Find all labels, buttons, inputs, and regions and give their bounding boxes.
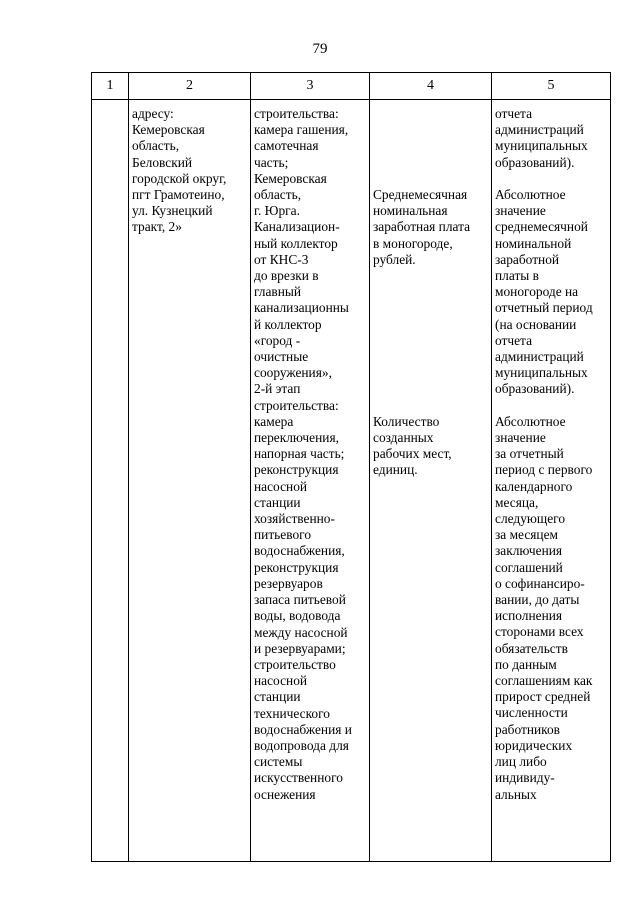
text-line: по данным xyxy=(495,656,557,672)
text-line: Среднемесячная xyxy=(373,186,468,202)
text-line: за месяцем xyxy=(495,527,559,543)
text-line: «город - xyxy=(254,332,301,348)
text-line: заработная плата xyxy=(373,219,471,235)
header-cell-4: 4 xyxy=(370,73,492,100)
text-line: насосной xyxy=(254,478,308,494)
text-line: Канализацион- xyxy=(254,219,340,235)
text-line: Количество xyxy=(373,413,440,429)
cell-col4 xyxy=(370,100,492,862)
text-line: переключения, xyxy=(254,430,339,446)
text-line: период с первого xyxy=(495,462,593,478)
text-line: системы xyxy=(254,754,303,770)
text-line: и резервуарами; xyxy=(254,640,346,656)
text-line: образований). xyxy=(495,154,575,170)
cell-col3 xyxy=(251,100,370,862)
text-line: лиц либо xyxy=(495,754,547,770)
text-line: до врезки в xyxy=(254,268,319,284)
text-line: резервуаров xyxy=(254,575,323,591)
text-line: водоснабжения и xyxy=(254,721,352,737)
text-line: напорная часть; xyxy=(254,446,345,462)
text-line: Абсолютное xyxy=(495,187,566,202)
text-line: хозяйственно- xyxy=(254,511,335,527)
text-line: календарного xyxy=(495,478,573,494)
text-line: вании, до даты xyxy=(495,592,580,608)
text-line: искусственного xyxy=(254,770,343,786)
text-line: й коллектор xyxy=(254,316,322,332)
table-row xyxy=(92,100,611,862)
text-line: очистные xyxy=(254,349,309,365)
text-line: платы в xyxy=(495,268,539,284)
text-line: самотечная xyxy=(254,138,319,154)
text-line: за отчетный xyxy=(495,446,564,462)
col5-text-1 xyxy=(495,106,607,171)
document-table xyxy=(91,72,611,862)
text-line: воды, водовода xyxy=(254,608,341,624)
text-line: реконструкция xyxy=(254,559,339,575)
text-line: Беловский xyxy=(132,154,193,170)
header-cell-2: 2 xyxy=(129,73,251,100)
text-line: отчета xyxy=(495,332,533,348)
text-line: месяца, xyxy=(495,494,539,510)
text-line: значение xyxy=(495,203,546,219)
text-line: численности xyxy=(495,705,568,721)
text-line: реконструкция xyxy=(254,462,339,478)
text-line: о софинансиро- xyxy=(495,575,585,591)
text-line: созданных xyxy=(373,429,434,445)
text-line: строительства: xyxy=(254,106,339,121)
text-line: администраций xyxy=(495,122,584,138)
text-line: станции xyxy=(254,689,301,705)
header-cell-5: 5 xyxy=(492,73,611,100)
text-line: область, xyxy=(132,138,180,154)
text-line: среднемесячной xyxy=(495,219,588,235)
text-line: запаса питьевой xyxy=(254,592,346,608)
col5-text-3 xyxy=(495,414,607,803)
text-line: питьевого xyxy=(254,527,312,543)
text-line: отчетный период xyxy=(495,300,593,316)
cell-col1 xyxy=(92,100,129,862)
text-line: рублей. xyxy=(373,251,416,267)
text-line: Абсолютное xyxy=(495,413,566,429)
text-line: между насосной xyxy=(254,624,348,640)
text-line: единиц. xyxy=(373,462,418,478)
text-line: моногороде на xyxy=(495,284,579,300)
text-line: часть; xyxy=(254,154,289,170)
col4-indicator-jobs xyxy=(373,414,488,479)
text-line: оснежения xyxy=(254,786,316,802)
text-line: 2-й этап xyxy=(254,381,301,397)
text-line: камера гашения, xyxy=(254,122,349,138)
col3-text xyxy=(254,106,366,803)
text-line: насосной xyxy=(254,673,308,689)
text-line: исполнения xyxy=(495,608,563,624)
text-line: г. Юрга. xyxy=(254,203,300,219)
table-header-row xyxy=(92,73,611,100)
text-line: (на основании xyxy=(495,316,577,332)
text-line: главный xyxy=(254,284,302,300)
text-line: муниципальных xyxy=(495,138,588,154)
text-line: сооружения», xyxy=(254,365,332,381)
text-line: тракт, 2» xyxy=(132,219,182,235)
cell-col2 xyxy=(129,100,251,862)
text-line: юридических xyxy=(495,737,573,753)
text-line: Кемеровская xyxy=(132,122,205,138)
text-line: муниципальных xyxy=(495,365,588,381)
header-cell-3: 3 xyxy=(251,73,370,100)
text-line: водоснабжения, xyxy=(254,543,345,559)
text-line: строительство xyxy=(254,656,336,672)
text-line: строительства: xyxy=(254,397,339,413)
text-line: отчета xyxy=(495,106,533,121)
text-line: область, xyxy=(254,187,302,203)
text-line: ный коллектор xyxy=(254,235,338,251)
text-line: соглашениям как xyxy=(495,673,593,689)
text-line: заключения xyxy=(495,543,563,559)
cell-col5 xyxy=(492,100,611,862)
text-line: прирост средней xyxy=(495,689,591,705)
text-line: Кемеровская xyxy=(254,170,327,186)
text-line: камера xyxy=(254,413,294,429)
text-line: администраций xyxy=(495,349,584,365)
text-line: адресу: xyxy=(132,106,174,121)
col5-text-2 xyxy=(495,187,607,398)
text-line: образований). xyxy=(495,381,575,397)
text-line: номинальной xyxy=(495,235,572,251)
header-cell-1: 1 xyxy=(92,73,129,100)
text-line: сторонами всех xyxy=(495,624,584,640)
text-line: работников xyxy=(495,721,560,737)
text-line: технического xyxy=(254,705,330,721)
text-line: соглашений xyxy=(495,559,563,575)
col4-indicator-salary xyxy=(373,187,488,268)
text-line: заработной xyxy=(495,251,560,267)
text-line: в моногороде, xyxy=(373,235,453,251)
text-line: альных xyxy=(495,786,537,802)
text-line: городской округ, xyxy=(132,170,227,186)
text-line: водопровода для xyxy=(254,737,349,753)
text-line: номинальная xyxy=(373,203,448,219)
text-line: канализационны xyxy=(254,300,349,316)
text-line: рабочих мест, xyxy=(373,446,452,462)
text-line: следующего xyxy=(495,511,566,527)
text-line: ул. Кузнецкий xyxy=(132,203,213,219)
col2-text xyxy=(132,106,247,236)
text-line: станции xyxy=(254,494,301,510)
text-line: значение xyxy=(495,430,546,446)
page-number: 79 xyxy=(312,41,328,57)
text-line: от КНС-3 xyxy=(254,251,309,267)
text-line: обязательств xyxy=(495,640,568,656)
text-line: индивиду- xyxy=(495,770,555,786)
text-line: пгт Грамотеино, xyxy=(132,187,225,203)
